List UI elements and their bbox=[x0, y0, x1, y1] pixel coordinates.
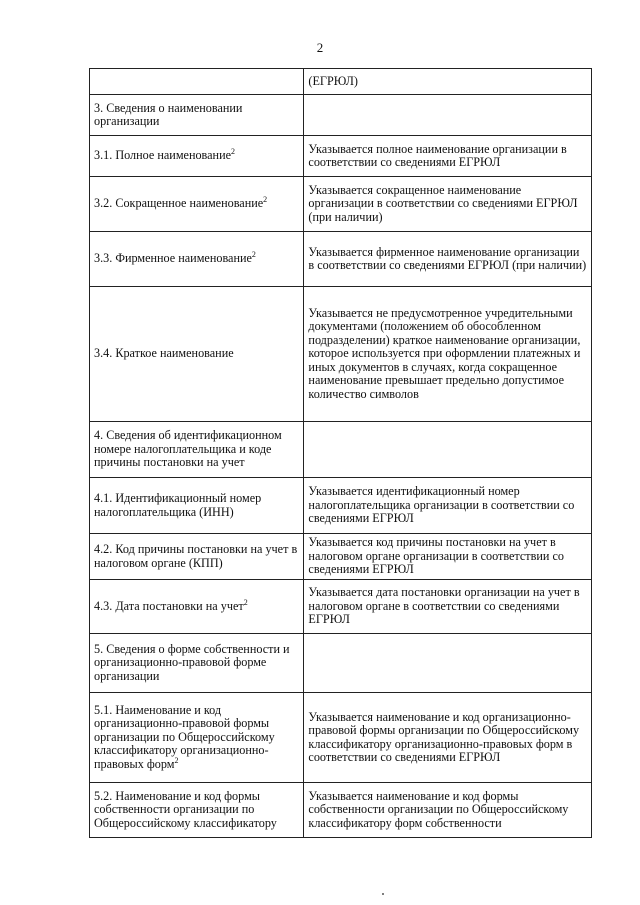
table-row bbox=[90, 422, 592, 478]
table-body bbox=[90, 69, 592, 838]
table-row bbox=[90, 232, 592, 287]
row-label: 3.2. Сокращенное наименование bbox=[94, 196, 264, 211]
row-label-cell bbox=[90, 69, 304, 95]
row-description-cell bbox=[304, 783, 592, 838]
table-row bbox=[90, 177, 592, 232]
row-label: 4.1. Идентификационный номер налогоплательщика (ИНН) bbox=[94, 491, 262, 519]
row-label: 3.1. Полное наименование bbox=[94, 148, 232, 163]
requirements-table bbox=[89, 68, 592, 838]
table-row bbox=[90, 478, 592, 534]
footnote-mark: 2 bbox=[243, 597, 248, 607]
row-label: 4. Сведения об идентификационном номере налогоплательщика и коде причины постановки на учет bbox=[94, 428, 282, 470]
row-description: Указывается идентификационный номер налогоплательщика организации в соответствии со сведениями ЕГРЮЛ bbox=[308, 484, 575, 526]
row-description: (ЕГРЮЛ) bbox=[308, 73, 358, 88]
row-description-cell bbox=[304, 580, 592, 634]
footnote-mark: 2 bbox=[263, 195, 268, 205]
scan-speck bbox=[382, 893, 384, 895]
row-label-cell bbox=[90, 634, 304, 693]
row-label: 4.2. Код причины постановки на учет в налоговом органе (КПП) bbox=[94, 542, 298, 570]
row-label: 3.4. Краткое наименование bbox=[94, 346, 234, 361]
table-row bbox=[90, 580, 592, 634]
row-description-cell bbox=[304, 136, 592, 177]
row-label-cell bbox=[90, 478, 304, 534]
row-description-cell bbox=[304, 232, 592, 287]
row-label-cell bbox=[90, 783, 304, 838]
row-description-cell bbox=[304, 69, 592, 95]
table-row bbox=[90, 287, 592, 422]
row-description-cell bbox=[304, 534, 592, 580]
row-description: Указывается фирменное наименование организации в соответствии со сведениями ЕГРЮЛ (при наличии) bbox=[308, 244, 587, 272]
row-label-cell bbox=[90, 693, 304, 783]
row-label-cell bbox=[90, 287, 304, 422]
row-label-cell bbox=[90, 422, 304, 478]
row-description: Указывается наименование и код организационно-правовой формы организации по Общероссийскому классификатору организационно-правовых форм в соответствии со сведениями ЕГРЮЛ bbox=[308, 709, 580, 764]
table-row bbox=[90, 783, 592, 838]
table-row bbox=[90, 95, 592, 136]
footnote-mark: 2 bbox=[231, 147, 236, 157]
row-description: Указывается сокращенное наименование организации в соответствии со сведениями ЕГРЮЛ (при наличии) bbox=[308, 182, 578, 224]
row-label-cell bbox=[90, 534, 304, 580]
row-description-cell bbox=[304, 287, 592, 422]
row-label: 5.2. Наименование и код формы собственности организации по Общероссийскому классификатору bbox=[94, 788, 277, 830]
row-label: 5.1. Наименование и код организационно-правовой формы организации по Общероссийскому классификатору организационно-правовых форм bbox=[94, 702, 275, 771]
footnote-mark: 2 bbox=[174, 755, 179, 765]
row-label-cell bbox=[90, 232, 304, 287]
row-description-cell bbox=[304, 478, 592, 534]
row-description-cell bbox=[304, 177, 592, 232]
footnote-mark: 2 bbox=[251, 250, 256, 260]
row-description-cell bbox=[304, 95, 592, 136]
row-label-cell bbox=[90, 136, 304, 177]
row-description: Указывается наименование и код формы собственности организации по Общероссийскому классификатору форм собственности bbox=[308, 788, 569, 830]
page-number: 2 bbox=[316, 40, 324, 55]
table-row bbox=[90, 693, 592, 783]
table-row bbox=[90, 136, 592, 177]
table-row bbox=[90, 534, 592, 580]
row-label: 4.3. Дата постановки на учет bbox=[94, 598, 244, 613]
row-label: 3.3. Фирменное наименование bbox=[94, 251, 252, 266]
row-description: Указывается дата постановки организации на учет в налоговом органе в соответствии со сведениями ЕГРЮЛ bbox=[308, 585, 580, 627]
row-description: Указывается полное наименование организации в соответствии со сведениями ЕГРЮЛ bbox=[308, 141, 567, 169]
table-row bbox=[90, 634, 592, 693]
row-label-cell bbox=[90, 580, 304, 634]
table-row bbox=[90, 69, 592, 95]
row-description: Указывается не предусмотренное учредительными документами (положением об обособленном подразделении) краткое наименование организации, которое используется при оформлении платежных и иных документов в случаях, когда сокращенное наименование превышает предельно допустимое количество символов bbox=[308, 305, 581, 401]
row-label-cell bbox=[90, 95, 304, 136]
row-description: Указывается код причины постановки на учет в налоговом органе организации в соответствии со сведениями ЕГРЮЛ bbox=[308, 535, 564, 577]
row-label: 3. Сведения о наименовании организации bbox=[94, 100, 243, 128]
row-description-cell bbox=[304, 422, 592, 478]
row-description-cell bbox=[304, 634, 592, 693]
row-label-cell bbox=[90, 177, 304, 232]
row-label: 5. Сведения о форме собственности и организационно-правовой форме организации bbox=[94, 641, 290, 683]
row-description-cell bbox=[304, 693, 592, 783]
